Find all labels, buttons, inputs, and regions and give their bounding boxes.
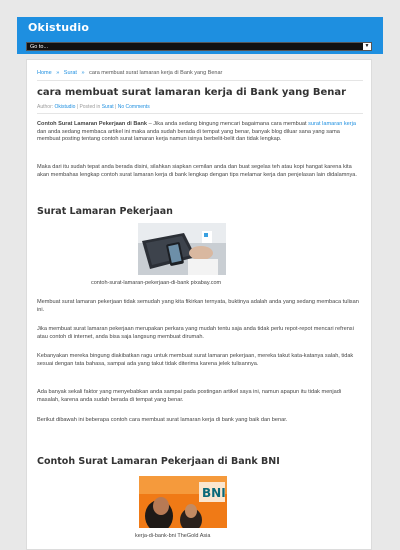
breadcrumb-separator: » [81,70,85,76]
bni-logo-text: BNI [202,486,226,500]
article-image-laptop [138,223,226,275]
site-logo[interactable]: Okistudio [28,21,90,34]
surat-lamaran-link[interactable]: surat lamaran kerja [308,121,357,127]
nav-select[interactable] [26,42,372,51]
comments-link[interactable]: No Comments [117,104,150,110]
section-heading: Surat Lamaran Pekerjaan [37,206,173,217]
image-caption: contoh-surat-lamaran-pekerjaan-di-bank pixabay.com [91,280,222,286]
intro-paragraph: Contoh Surat Lamaran Pekerjaan di Bank – Jika anda sedang bingung mencari bagaimana cara membuat surat lamaran kerja dan anda sedang membaca artikel ini maka anda sudah berada di tempat yang benar, banyak blog diluar sana yang sama membuat posting tentang contoh surat lamaran kerja namun isinya berbelit-belit dan tidak lengkap. [37,121,357,143]
breadcrumb-current: cara membuat surat lamaran kerja di Bank yang Benar [89,70,223,76]
category-link[interactable]: Surat [101,104,114,110]
nav-select-label: Go to... [30,44,49,50]
section-heading: Contoh Surat Lamaran Pekerjaan di Bank BNI [37,456,280,467]
paragraph: Membuat surat lamaran pekerjaan tidak semudah yang kita fikirkan ternyata, buktinya adalah anda yang sedang membaca tulisan ini. [37,299,359,313]
divider [37,113,363,114]
page-title: cara membuat surat lamaran kerja di Bank yang Benar [37,87,347,98]
bni-photo [139,476,227,528]
divider [37,80,363,81]
paragraph: Ada banyak sekali faktor yang menyebabkan anda sampai pada postingan artikel saya ini, namun apapun itu tidak menjadi masalah, karena anda sudah berada di tempat yang benar. [37,389,342,403]
breadcrumb-separator: » [56,70,60,76]
breadcrumb [37,70,222,76]
article-card [26,59,372,550]
laptop-phone-photo [138,223,226,275]
breadcrumb-home[interactable]: Home [37,70,52,76]
image-caption: kerja-di-bank-bni TheGold Asia [135,533,211,539]
intro-bold: Contoh Surat Lamaran Pekerjaan di Bank [37,121,148,127]
paragraph: Berikut dibawah ini beberapa contoh cara membuat surat lamaran kerja di bank yang baik dan benar. [37,417,288,423]
paragraph: Kebanyakan mereka bingung diakibatkan ragu untuk membuat surat lamaran pekerjaan, mereka takut kata-katanya salah, tidak sesuai dengan tata bahasa, sampai ada yang takut tidak diterima karena jelek tulisannya. [37,353,354,367]
paragraph: Maka dari itu sudah tepat anda berada disini, silahkan siapkan cemilan anda dan buat segelas teh atau kopi hangat karena kita akan membahas lengkap contoh surat lamaran kerja di bank lengkap dengan tips melamar kerja dan penjelasan lain didalamnya. [37,164,357,178]
post-meta: Author: Okistudio | Posted in Surat | No Comments [37,104,150,110]
paragraph: Jika membuat surat lamaran pekerjaan merupakan perkara yang mudah tentu saja anda tidak perlu repot-repot mencari refrensi atau contoh di internet, anda bisa saja langsung membuat dirumah. [37,326,354,340]
chevron-down-icon[interactable]: ▼ [364,43,370,49]
article-image-bni [139,476,227,528]
breadcrumb-category[interactable]: Surat [63,70,77,76]
author-link[interactable]: Okistudio [54,104,76,110]
